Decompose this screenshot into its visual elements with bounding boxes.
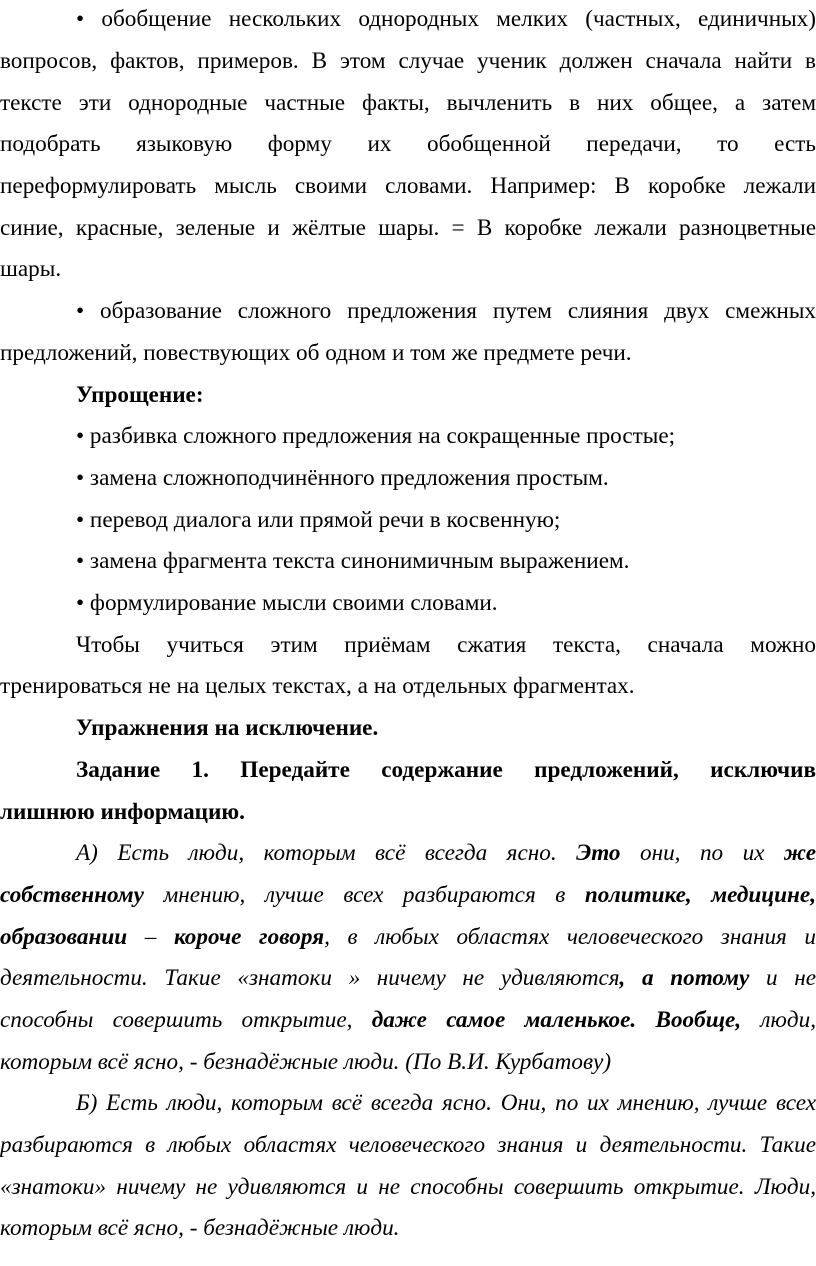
text-a-line-5	[0, 1005, 816, 1035]
text-b-line-2: разбираются в любых областях человеческого знания и деятельности. Такие	[0, 1132, 816, 1158]
text-b-line-1: Б) Есть люди, которым всё всегда ясно. Они, по их мнению, лучше всех	[76, 1090, 816, 1116]
text-a-segment: способны совершить открытие,	[0, 1007, 353, 1033]
simplification-item: • разбивка сложного предложения на сокращенные простые;	[76, 423, 676, 449]
text-a-emphasis: политике, медицине,	[584, 882, 816, 908]
text-a-emphasis: собственному	[0, 882, 144, 908]
text-a-segment: они,	[639, 840, 681, 866]
simplification-item: • перевод диалога или прямой речи в косвенную;	[76, 507, 561, 533]
paragraph-training-line-1: Чтобы учиться этим приёмам сжатия текста, сначала можно	[76, 632, 816, 658]
paragraph-merging-line-2: предложений, повествующих об одном и том же предмете речи.	[0, 340, 632, 366]
text-a-emphasis: же	[783, 840, 816, 866]
text-a-segment: А) Есть люди, которым всё всегда ясно.	[76, 840, 557, 866]
paragraph-generalization-line-5: переформулировать мысль своими словами. Например: В коробке лежали	[0, 173, 816, 199]
text-a-emphasis: образовании	[0, 924, 128, 950]
paragraph-generalization-line-3: тексте эти однородные частные факты, вычленить в них общее, а затем	[0, 90, 816, 116]
text-a-line-4	[0, 963, 816, 993]
text-a-segment: –	[144, 924, 157, 950]
task-1-line-1: Задание 1. Передайте содержание предложений, исключив	[76, 757, 816, 783]
paragraph-merging-line-1: • образование сложного предложения путем слияния двух смежных	[76, 298, 816, 324]
text-a-segment: , в любых областях человеческого знания и	[324, 924, 816, 950]
paragraph-training-line-2: тренироваться не на целых текстах, а на отдельных фрагментах.	[0, 673, 635, 699]
text-a-emphasis: Это	[576, 840, 621, 866]
simplification-heading: Упрощение:	[76, 382, 204, 408]
text-a-emphasis: даже самое маленькое. Вообще,	[371, 1007, 742, 1033]
exercises-heading: Упражнения на исключение.	[76, 715, 379, 741]
text-a-line-3	[0, 922, 816, 952]
text-a-segment: люди,	[760, 1007, 816, 1033]
paragraph-generalization-line-6: синие, красные, зеленые и жёлтые шары. = В коробке лежали разноцветные	[0, 215, 816, 241]
task-1-line-2: лишнюю информацию.	[0, 799, 245, 825]
simplification-item: • замена сложноподчинённого предложения простым.	[76, 465, 609, 491]
simplification-item: • формулирование мысли своими словами.	[76, 590, 498, 616]
text-a-segment: по их	[699, 840, 765, 866]
text-a-line-1	[0, 838, 816, 868]
text-b-line-3: «знатоки» ничему не удивляются и не способны совершить открытие. Люди,	[0, 1174, 816, 1200]
text-a-segment: и не	[765, 965, 816, 991]
text-a-emphasis: короче говоря	[173, 924, 325, 950]
text-a-segment: деятельности. Такие «знатоки » ничему не удивляются	[0, 965, 620, 991]
paragraph-generalization-line-1: • обобщение нескольких однородных мелких (частных, единичных)	[76, 6, 816, 32]
text-a-line-6: которым всё ясно, - безнадёжные люди. (По В.И. Курбатову)	[0, 1049, 612, 1075]
text-a-line-2	[0, 880, 816, 910]
paragraph-generalization-line-2: вопросов, фактов, примеров. В этом случае ученик должен сначала найти в	[0, 48, 816, 74]
text-b-line-4: которым всё ясно, - безнадёжные люди.	[0, 1215, 400, 1241]
paragraph-generalization-line-4: подобрать языковую форму их обобщенной передачи, то есть	[0, 131, 816, 157]
text-a-segment: мнению, лучше всех разбираются в	[163, 882, 566, 908]
text-a-emphasis: , а потому	[619, 965, 750, 991]
paragraph-generalization-line-7: шары.	[0, 256, 62, 282]
simplification-item: • замена фрагмента текста синонимичным выражением.	[76, 548, 630, 574]
